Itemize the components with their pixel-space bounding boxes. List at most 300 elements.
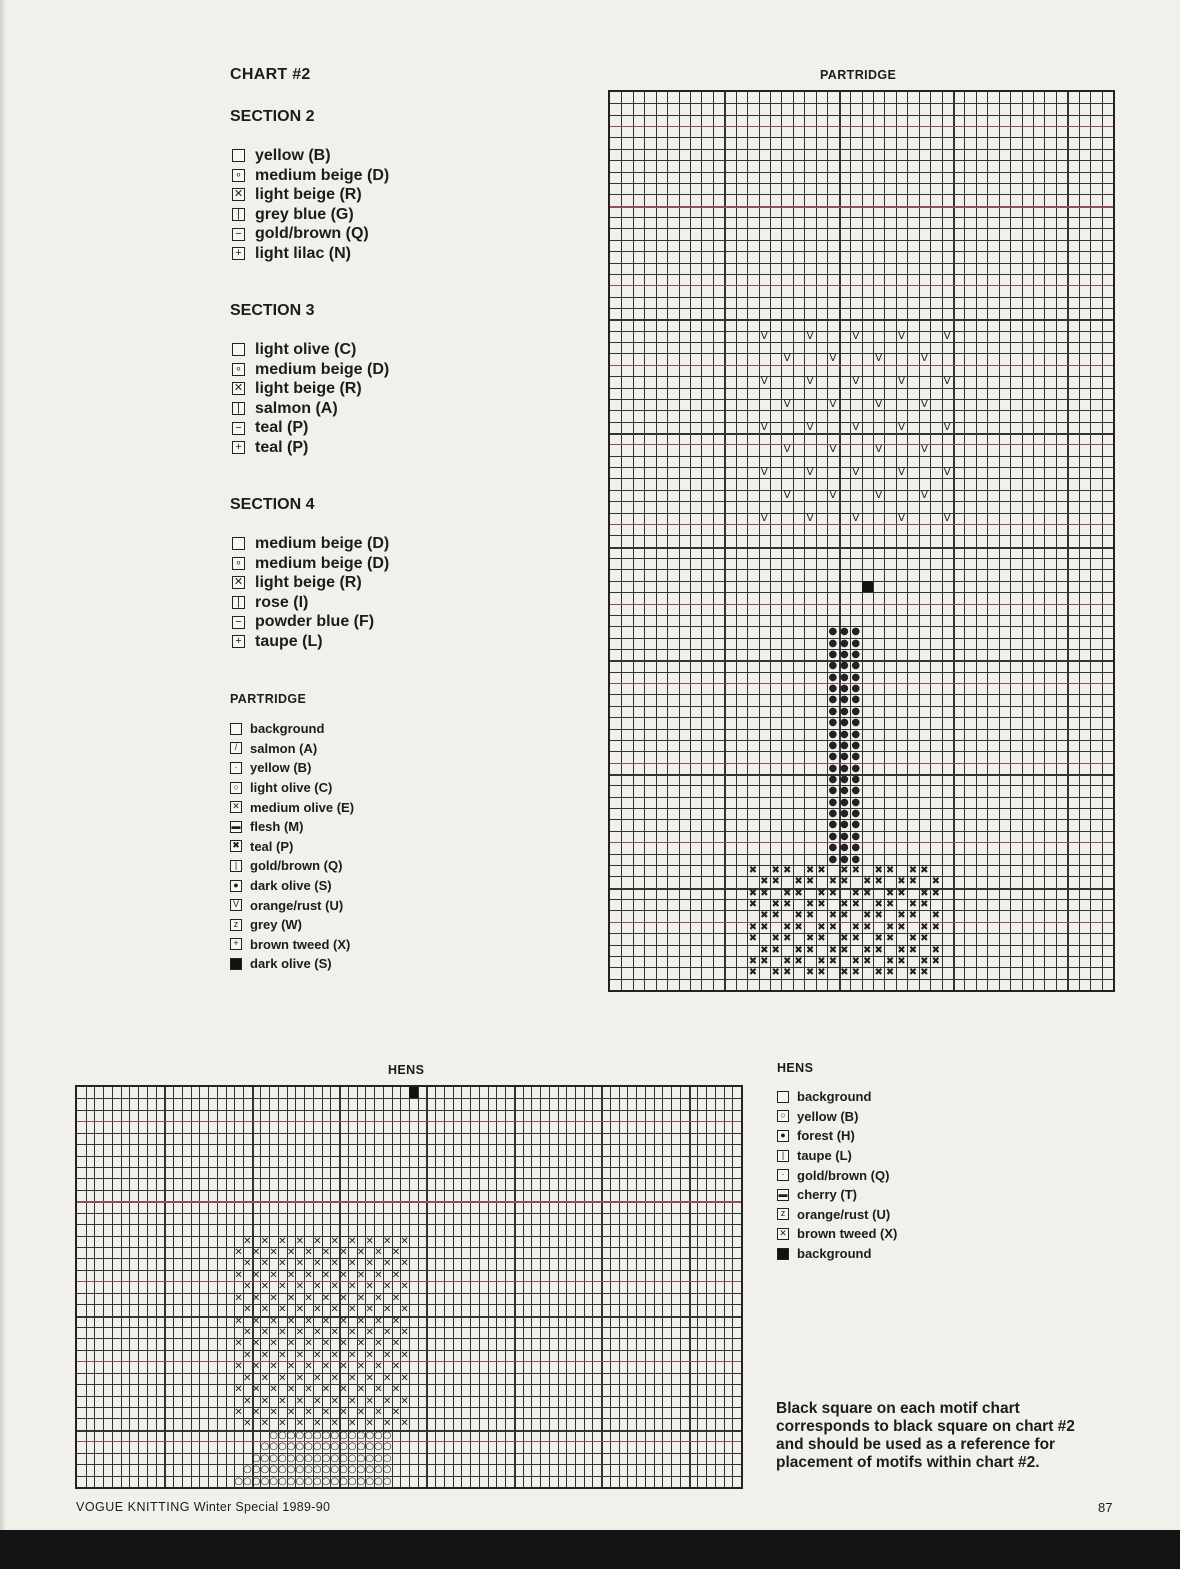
chart-symbol: ✖: [897, 876, 906, 888]
chart-symbol: ○: [321, 1429, 331, 1441]
chart-symbol: ✕: [391, 1315, 401, 1327]
chart-symbol: ✕: [339, 1338, 348, 1350]
chart-symbol: V: [829, 489, 837, 501]
chart-symbol: ✕: [339, 1384, 348, 1396]
chart-symbol: ✖: [908, 967, 918, 979]
chart-symbol: ✖: [851, 967, 860, 979]
hens-key-title: HENS: [777, 1061, 814, 1075]
chart-symbol: V: [852, 330, 860, 342]
chart-symbol: ✕: [330, 1418, 339, 1430]
legend-label: yellow (B): [255, 147, 331, 164]
chart-symbol: V: [760, 330, 768, 342]
chart-symbol: ○: [269, 1452, 278, 1464]
legend-label: light olive (C): [250, 780, 333, 796]
chart-symbol: ✕: [243, 1395, 252, 1407]
chart-symbol: ✕: [304, 1384, 313, 1396]
legend-label: salmon (A): [250, 740, 318, 756]
chart-symbol: ✕: [330, 1372, 339, 1384]
plus-square-icon: +: [232, 635, 245, 648]
chart-symbol: ✖: [897, 921, 906, 933]
chart-symbol: ✕: [313, 1258, 322, 1270]
chart-symbol: ✖: [885, 967, 895, 979]
chart-symbol: ✖: [897, 944, 906, 956]
chart-symbol: ✖: [851, 887, 860, 899]
filled-dot-square-icon: ●: [777, 1130, 789, 1142]
legend-item: [777, 1087, 897, 1107]
chart-symbol: ○: [286, 1452, 296, 1464]
chart-symbol: ○: [347, 1475, 357, 1487]
partridge-key-title: PARTRIDGE: [230, 692, 307, 706]
chart-symbol: ✕: [234, 1338, 243, 1350]
legend-label: dark olive (S): [250, 956, 332, 972]
chart-symbol: ✖: [874, 899, 883, 911]
chart-symbol: ○: [295, 1452, 305, 1464]
chart-symbol: V: [829, 398, 837, 410]
chart-symbol: V: [852, 376, 860, 388]
chart-symbol: ✖: [908, 933, 918, 945]
chart-symbol: ✖: [931, 910, 940, 922]
chart-symbol: ✖: [760, 887, 769, 899]
legend-item: [232, 632, 389, 652]
chart-symbol: ✕: [251, 1384, 261, 1396]
chart-symbol: ○: [304, 1464, 313, 1476]
chart-symbol: ●: [839, 762, 849, 774]
chart-symbol: ✕: [269, 1247, 278, 1258]
chart-symbol: ●: [828, 705, 838, 717]
chart-symbol: ✖: [760, 955, 769, 967]
chart-symbol: ●: [828, 694, 838, 706]
legend-item: [232, 379, 389, 399]
chart-symbol: ✖: [874, 876, 883, 888]
legend-label: background: [250, 721, 325, 737]
circle-square-icon: ○: [777, 1110, 789, 1122]
legend-item: [230, 915, 354, 935]
chart-symbol: ✖: [805, 910, 815, 922]
chart-symbol: ●: [851, 637, 861, 649]
slash-square-icon: /: [230, 742, 242, 754]
chart-symbol: ✕: [278, 1327, 287, 1338]
legend-item: [777, 1224, 897, 1244]
chart-symbol: ○: [365, 1475, 375, 1487]
chart-symbol: ●: [828, 774, 838, 786]
chart-symbol: ✖: [817, 864, 826, 876]
chart-symbol: ✕: [348, 1418, 357, 1430]
chart-symbol: ✖: [885, 933, 895, 945]
legend-item: [232, 244, 389, 264]
hens-chart-title: HENS: [388, 1063, 425, 1077]
chart-symbol: ✕: [304, 1338, 313, 1350]
chart-symbol: ✕: [234, 1247, 243, 1258]
legend-label: gold/brown (Q): [250, 858, 343, 874]
chart-symbol: ○: [260, 1464, 270, 1476]
chart-symbol: ✕: [374, 1247, 383, 1258]
chart-symbol: ✕: [365, 1395, 374, 1407]
chart-symbol: ○: [347, 1464, 357, 1476]
chart-symbol: V: [898, 376, 905, 388]
section-4-title: SECTION 4: [230, 496, 315, 513]
chart-symbol: ✕: [356, 1315, 366, 1327]
chart-symbol: ✕: [374, 1384, 383, 1396]
bar-square-icon: |: [232, 596, 245, 609]
chart-symbol: V: [852, 467, 860, 479]
chart-symbol: ✖: [931, 887, 940, 899]
chart-symbol: ○: [277, 1441, 287, 1453]
chart-symbol: ○: [277, 1429, 287, 1441]
chart-symbol: ○: [295, 1441, 305, 1453]
chart-symbol: V: [806, 467, 814, 479]
legend-label: light olive (C): [255, 341, 357, 358]
chart-symbol: ✕: [295, 1304, 304, 1316]
chart-symbol: ○: [330, 1429, 340, 1441]
chart-symbol: V: [783, 353, 791, 365]
chart-symbol: ✕: [382, 1281, 392, 1293]
chart-symbol: ●: [839, 853, 849, 865]
placement-note: Black square on each motif chart corresponds to black square on chart #2 and should be used as a reference for placement of motifs within chart #2.: [776, 1400, 1075, 1471]
chart-symbol: ●: [851, 785, 861, 797]
chart-symbol: ✕: [260, 1395, 270, 1407]
chart-symbol: ✖: [782, 967, 792, 979]
legend-item: [777, 1126, 897, 1146]
chart-symbol: V: [898, 467, 905, 479]
chart-symbol: ✕: [313, 1281, 322, 1293]
chart-symbol: ✕: [251, 1315, 261, 1327]
chart-symbol: ✕: [243, 1235, 252, 1247]
chart-symbol: ✕: [321, 1269, 331, 1281]
chart-symbol: ✖: [794, 955, 803, 967]
section-3-title: SECTION 3: [230, 302, 315, 319]
chart-symbol: ✕: [286, 1361, 296, 1373]
legend-label: teal (P): [250, 838, 294, 854]
chart-symbol: ✖: [771, 864, 780, 876]
chart-symbol: ✕: [400, 1304, 409, 1316]
dash-square-icon: −: [232, 228, 245, 241]
chart-symbol: ✖: [920, 864, 929, 876]
chart-symbol: ✕: [295, 1372, 304, 1384]
chart-symbol: ✕: [260, 1349, 270, 1361]
hens-key: [777, 1087, 897, 1263]
legend-label: gold/brown (Q): [255, 225, 369, 243]
chart-symbol: ✕: [330, 1327, 339, 1338]
chart-symbol: V: [943, 421, 951, 433]
chart-symbol: ●: [828, 739, 838, 751]
chart-symbol: ●: [851, 762, 861, 774]
chart-symbol: ●: [839, 637, 849, 649]
chart-symbol: ●: [828, 830, 838, 842]
chart-symbol: ✕: [356, 1407, 366, 1418]
filled-dot-square-icon: ●: [230, 880, 242, 892]
legend-label: salmon (A): [255, 399, 338, 417]
legend-item: [232, 418, 389, 438]
chart-symbol: ○: [382, 1441, 392, 1453]
bold-dash-square-icon: ▬: [778, 1188, 788, 1199]
chart-symbol: ✖: [805, 933, 815, 945]
chart-symbol: V: [943, 467, 951, 479]
chart-symbol: ✖: [828, 921, 838, 933]
legend-item: [232, 554, 389, 574]
chart-symbol: ✕: [339, 1315, 348, 1327]
chart-symbol: ✖: [817, 899, 826, 911]
empty-square-icon: [777, 1091, 789, 1103]
chart-symbol: ✕: [356, 1269, 366, 1281]
chart-symbol: ✖: [908, 876, 918, 888]
chart-symbol: ✕: [374, 1315, 383, 1327]
chart-symbol: ○: [286, 1429, 296, 1441]
chart-symbol: V: [760, 376, 768, 388]
legend-label: yellow (B): [250, 760, 312, 776]
chart-symbol: ✕: [295, 1395, 304, 1407]
legend-label: teal (P): [255, 419, 309, 437]
chart-symbol: ✕: [348, 1372, 357, 1384]
chart-symbol: ✕: [400, 1372, 409, 1384]
chart-symbol: ✖: [782, 921, 792, 933]
chart-symbol: ✕: [286, 1407, 296, 1418]
hens-chart-grid: [75, 1085, 743, 1489]
chart-symbol: V: [783, 444, 791, 456]
chart-symbol: ✖: [931, 921, 940, 933]
chart-symbol: ●: [828, 796, 838, 808]
chart-symbol: ○: [269, 1464, 278, 1476]
chart-symbol: V: [875, 444, 883, 456]
chart-symbol: ✖: [920, 967, 929, 979]
reference-black-square: [409, 1087, 418, 1098]
chart-symbol: ✕: [391, 1338, 401, 1350]
legend-item: [232, 573, 389, 593]
chart-symbol: ✖: [863, 910, 872, 922]
chart-symbol: ✖: [863, 876, 872, 888]
chart-symbol: ✕: [391, 1407, 401, 1418]
chart-symbol: ✕: [251, 1407, 261, 1418]
chart-symbol: ✖: [760, 921, 769, 933]
chart-symbol: ●: [828, 660, 838, 672]
chart-symbol: ✕: [348, 1395, 357, 1407]
chart-symbol: ○: [304, 1452, 313, 1464]
chart-symbol: ●: [851, 717, 861, 729]
chart-symbol: ●: [839, 683, 849, 695]
chart-symbol: ✖: [908, 899, 918, 911]
solid-black-square-icon: [230, 958, 242, 970]
chart-symbol: ✖: [897, 887, 906, 899]
chart-symbol: ✖: [897, 910, 906, 922]
chart-symbol: ✕: [295, 1418, 304, 1430]
legend-label: brown tweed (X): [250, 936, 351, 952]
legend-label: medium beige (D): [255, 554, 390, 572]
chart-symbol: ✕: [356, 1247, 366, 1258]
chart-symbol: ●: [839, 830, 849, 842]
chart-symbol: ○: [304, 1429, 313, 1441]
chart-symbol: ●: [839, 626, 849, 638]
legend-item: [232, 340, 389, 360]
chart-symbol: ✕: [286, 1384, 296, 1396]
chart-symbol: ○: [339, 1452, 348, 1464]
chart-symbol: ✖: [908, 864, 918, 876]
chart-symbol: ○: [356, 1464, 366, 1476]
chart-symbol: ●: [839, 705, 849, 717]
chart-symbol: ○: [374, 1429, 383, 1441]
empty-square-icon: [232, 537, 245, 550]
chart-symbol: V: [806, 330, 814, 342]
chart-symbol: ✖: [885, 955, 895, 967]
chart-symbol: ✕: [304, 1361, 313, 1373]
chart-symbol: ✕: [339, 1292, 348, 1304]
chart-symbol: ✖: [771, 933, 780, 945]
chart-symbol: ○: [347, 1429, 357, 1441]
chart-symbol: ✕: [365, 1418, 374, 1430]
chart-symbol: ○: [304, 1441, 313, 1453]
chart-symbol: ✕: [321, 1384, 331, 1396]
chart-symbol: ✕: [356, 1361, 366, 1373]
chart-symbol: ○: [339, 1464, 348, 1476]
chart-symbol: V: [783, 398, 791, 410]
chart-symbol: ✖: [874, 910, 883, 922]
chart-symbol: ●: [851, 694, 861, 706]
chart-symbol: V: [852, 421, 860, 433]
partridge-chart-grid: [608, 90, 1115, 992]
chart-symbol: ○: [339, 1475, 348, 1487]
dot-square-icon: ∘: [232, 557, 245, 570]
legend-label: taupe (L): [255, 632, 323, 650]
chart-symbol: ✕: [365, 1372, 374, 1384]
chart-symbol: V: [898, 512, 905, 524]
chart-symbol: ●: [851, 796, 861, 808]
chart-symbol: ✖: [782, 887, 792, 899]
chart-symbol: ●: [828, 637, 838, 649]
chart-symbol: ○: [286, 1464, 296, 1476]
section-4-key: [232, 534, 389, 652]
chart-symbol: ✖: [817, 967, 826, 979]
legend-item: [777, 1146, 897, 1166]
chart-symbol: ✕: [330, 1258, 339, 1270]
x-square-icon: ✕: [233, 576, 244, 589]
chart-symbol: ○: [277, 1452, 287, 1464]
section-2-key: [232, 146, 389, 264]
chart-symbol: ✕: [251, 1361, 261, 1373]
chart-symbol: ○: [312, 1441, 322, 1453]
chart-symbol: ○: [321, 1475, 331, 1487]
chart-symbol: ✖: [897, 955, 906, 967]
chart-symbol: ○: [295, 1475, 305, 1487]
chart-symbol: ○: [374, 1452, 383, 1464]
chart-symbol: ✕: [278, 1235, 287, 1247]
chart-symbol: ✕: [382, 1418, 392, 1430]
chart-symbol: ✕: [330, 1349, 339, 1361]
chart-symbol: ●: [851, 728, 861, 740]
chart-symbol: ●: [851, 626, 861, 638]
chart-symbol: ✕: [330, 1281, 339, 1293]
chart-symbol: ✕: [382, 1327, 392, 1338]
chart-symbol: ○: [286, 1475, 296, 1487]
chart-symbol: ✕: [234, 1292, 243, 1304]
legend-item: [232, 534, 389, 554]
chart-symbol: ●: [851, 683, 861, 695]
chart-symbol: ○: [330, 1441, 340, 1453]
legend-label: forest (H): [797, 1128, 855, 1144]
chart-symbol: ✕: [356, 1292, 366, 1304]
legend-item: [232, 166, 389, 186]
chart-symbol: ✕: [295, 1281, 304, 1293]
chart-symbol: V: [920, 444, 928, 456]
legend-label: light beige (R): [255, 186, 362, 204]
chart-symbol: ○: [365, 1429, 375, 1441]
chart-symbol: ✕: [304, 1407, 313, 1418]
chart-symbol: ○: [321, 1464, 331, 1476]
dot-square-icon: ∘: [232, 363, 245, 376]
page-edge-shadow: [0, 0, 6, 1530]
chart-symbol: ✕: [321, 1338, 331, 1350]
chart-symbol: ✖: [817, 933, 826, 945]
chart-symbol: ✖: [840, 910, 849, 922]
chart-symbol: ●: [828, 683, 838, 695]
legend-label: yellow (B): [797, 1108, 859, 1124]
chart-symbol: ✖: [920, 933, 929, 945]
chart-symbol: ○: [312, 1475, 322, 1487]
chart-symbol: ✕: [304, 1247, 313, 1258]
chart-symbol: V: [920, 398, 928, 410]
chart-symbol: ✖: [851, 899, 860, 911]
chart-symbol: ✖: [851, 933, 860, 945]
chart-symbol: ✖: [874, 967, 883, 979]
legend-label: light beige (R): [255, 574, 362, 592]
chart-symbol: ✕: [243, 1327, 252, 1338]
chart-symbol: ✕: [348, 1258, 357, 1270]
chart-symbol: ✕: [391, 1292, 401, 1304]
chart-symbol: ○: [374, 1441, 383, 1453]
chart-symbol: ●: [839, 648, 849, 660]
chart-symbol: ●: [839, 751, 849, 763]
chart-symbol: ✖: [920, 887, 929, 899]
chart-symbol: V: [875, 398, 883, 410]
chart-symbol: ✕: [391, 1247, 401, 1258]
chart-symbol: ✕: [278, 1372, 287, 1384]
chart-symbol: ✖: [908, 944, 918, 956]
legend-item: [230, 797, 354, 817]
chart-symbol: ○: [295, 1464, 305, 1476]
chart-heading: CHART #2: [230, 66, 311, 83]
chart-symbol: ○: [260, 1441, 270, 1453]
z-square-icon: z: [777, 1208, 789, 1220]
chart-symbol: ○: [304, 1475, 313, 1487]
scan-border: [0, 1530, 1180, 1569]
chart-symbol: ✖: [748, 921, 758, 933]
chart-symbol: ●: [851, 660, 861, 672]
chart-symbol: ○: [321, 1441, 331, 1453]
chart-symbol: ✖: [760, 910, 769, 922]
chart-symbol: ✖: [748, 933, 758, 945]
chart-symbol: ✖: [805, 899, 815, 911]
chart-symbol: ○: [339, 1429, 348, 1441]
chart-symbol: ✕: [374, 1407, 383, 1418]
chart-symbol: ✕: [313, 1304, 322, 1316]
chart-symbol: V: [920, 489, 928, 501]
chart-symbol: ●: [851, 830, 861, 842]
chart-symbol: ✕: [330, 1304, 339, 1316]
chart-symbol: ✖: [771, 876, 780, 888]
chart-symbol: ✕: [260, 1258, 270, 1270]
chart-symbol: ✖: [760, 876, 769, 888]
legend-label: taupe (L): [797, 1148, 852, 1164]
legend-item: [777, 1205, 897, 1225]
chart-symbol: ✖: [840, 967, 849, 979]
chart-symbol: ●: [839, 728, 849, 740]
chart-symbol: ✕: [278, 1281, 287, 1293]
chart-symbol: ✕: [295, 1349, 304, 1361]
partridge-key: [230, 719, 354, 974]
chart-symbol: ✕: [365, 1281, 374, 1293]
chart-symbol: ✕: [286, 1247, 296, 1258]
legend-item: [232, 612, 389, 632]
chart-symbol: ✖: [828, 955, 838, 967]
chart-symbol: ○: [277, 1475, 287, 1487]
empty-square-icon: [232, 149, 245, 162]
